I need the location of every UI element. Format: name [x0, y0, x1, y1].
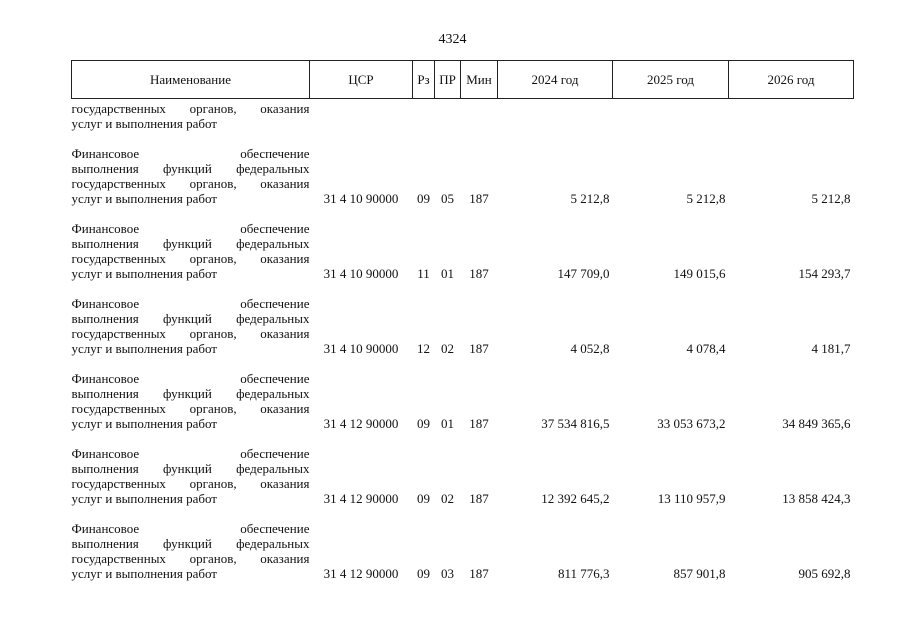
continuation-line: государственных органов, оказания: [71, 101, 310, 116]
row-name-line: выполнения функций федеральных: [71, 386, 310, 401]
table-row: [72, 356, 854, 431]
row-2024: 37 534 816,5: [541, 416, 610, 431]
row-name-line: выполнения функций федеральных: [71, 311, 310, 326]
row-2025: 33 053 673,2: [657, 416, 726, 431]
row-name-line: выполнения функций федеральных: [71, 536, 310, 551]
row-min: 187: [469, 191, 489, 206]
row-2025: 857 901,8: [673, 566, 726, 581]
row-name-line: Финансовое обеспечение: [71, 371, 310, 386]
row-2025: 149 015,6: [673, 266, 726, 281]
row-csr: 31 4 12 90000: [323, 416, 399, 431]
row-name-line: услуг и выполнения работ: [71, 266, 217, 281]
row-2024: 5 212,8: [570, 191, 610, 206]
header-name: Наименование: [72, 61, 310, 99]
row-2026: 4 181,7: [811, 341, 851, 356]
row-name-line: государственных органов, оказания: [71, 176, 310, 191]
row-rz: 09: [417, 191, 430, 206]
row-name-line: Финансовое обеспечение: [71, 446, 310, 461]
row-2025: 4 078,4: [686, 341, 726, 356]
continuation-row: [72, 99, 854, 132]
page-number: 4324: [438, 32, 467, 47]
row-csr: 31 4 12 90000: [323, 491, 399, 506]
row-name-line: услуг и выполнения работ: [71, 566, 217, 581]
row-min: 187: [469, 341, 489, 356]
row-csr: 31 4 10 90000: [323, 191, 399, 206]
row-rz: 09: [417, 566, 430, 581]
row-rz: 09: [417, 491, 430, 506]
row-csr: 31 4 12 90000: [323, 566, 399, 581]
row-2024: 4 052,8: [570, 341, 610, 356]
row-min: 187: [469, 491, 489, 506]
row-2025: 13 110 957,9: [657, 491, 726, 506]
header-min: Мин: [461, 61, 498, 99]
row-name-line: Финансовое обеспечение: [71, 521, 310, 536]
row-name-line: государственных органов, оказания: [71, 251, 310, 266]
row-pr: 03: [441, 566, 454, 581]
row-2026: 154 293,7: [798, 266, 851, 281]
row-name-line: Финансовое обеспечение: [71, 221, 310, 236]
row-min: 187: [469, 566, 489, 581]
table-row: [72, 131, 854, 206]
row-pr: 05: [441, 191, 454, 206]
row-name-line: государственных органов, оказания: [71, 326, 310, 341]
row-rz: 11: [417, 266, 430, 281]
budget-table: [71, 60, 854, 581]
row-name-line: Финансовое обеспечение: [71, 146, 310, 161]
header-2026: 2026 год: [729, 61, 854, 99]
row-min: 187: [469, 416, 489, 431]
table-row: [72, 281, 854, 356]
header-2025: 2025 год: [613, 61, 729, 99]
row-pr: 02: [441, 341, 454, 356]
table-row: [72, 506, 854, 581]
continuation-name: [72, 99, 310, 132]
budget-table-container: [71, 60, 853, 581]
row-name-line: услуг и выполнения работ: [71, 191, 217, 206]
row-2024: 147 709,0: [557, 266, 610, 281]
row-name: [72, 131, 310, 206]
row-csr: 31 4 10 90000: [323, 266, 399, 281]
row-name-line: услуг и выполнения работ: [71, 416, 217, 431]
row-pr: 02: [441, 491, 454, 506]
row-min: 187: [469, 266, 489, 281]
header-csr: ЦСР: [310, 61, 413, 99]
row-2026: 905 692,8: [798, 566, 851, 581]
row-name-line: услуг и выполнения работ: [71, 341, 217, 356]
row-name-line: Финансовое обеспечение: [71, 296, 310, 311]
row-pr: 01: [441, 266, 454, 281]
row-name-line: выполнения функций федеральных: [71, 236, 310, 251]
table-header-row: [72, 61, 854, 99]
row-name: [72, 356, 310, 431]
table-row: [72, 431, 854, 506]
row-name-line: государственных органов, оказания: [71, 551, 310, 566]
row-rz: 12: [417, 341, 430, 356]
row-2026: 34 849 365,6: [782, 416, 851, 431]
row-2024: 12 392 645,2: [541, 491, 610, 506]
row-name: [72, 281, 310, 356]
row-2026: 5 212,8: [811, 191, 851, 206]
row-name-line: выполнения функций федеральных: [71, 161, 310, 176]
row-rz: 09: [417, 416, 430, 431]
continuation-line: услуг и выполнения работ: [71, 116, 217, 131]
row-csr: 31 4 10 90000: [323, 341, 399, 356]
row-pr: 01: [441, 416, 454, 431]
row-name: [72, 506, 310, 581]
row-2026: 13 858 424,3: [782, 491, 851, 506]
row-name-line: услуг и выполнения работ: [71, 491, 217, 506]
row-2025: 5 212,8: [686, 191, 726, 206]
row-name: [72, 431, 310, 506]
row-name-line: государственных органов, оказания: [71, 476, 310, 491]
row-name: [72, 206, 310, 281]
header-2024: 2024 год: [498, 61, 613, 99]
header-rz: Рз: [413, 61, 435, 99]
header-pr: ПР: [435, 61, 461, 99]
row-name-line: выполнения функций федеральных: [71, 461, 310, 476]
table-row: [72, 206, 854, 281]
row-2024: 811 776,3: [557, 566, 610, 581]
row-name-line: государственных органов, оказания: [71, 401, 310, 416]
